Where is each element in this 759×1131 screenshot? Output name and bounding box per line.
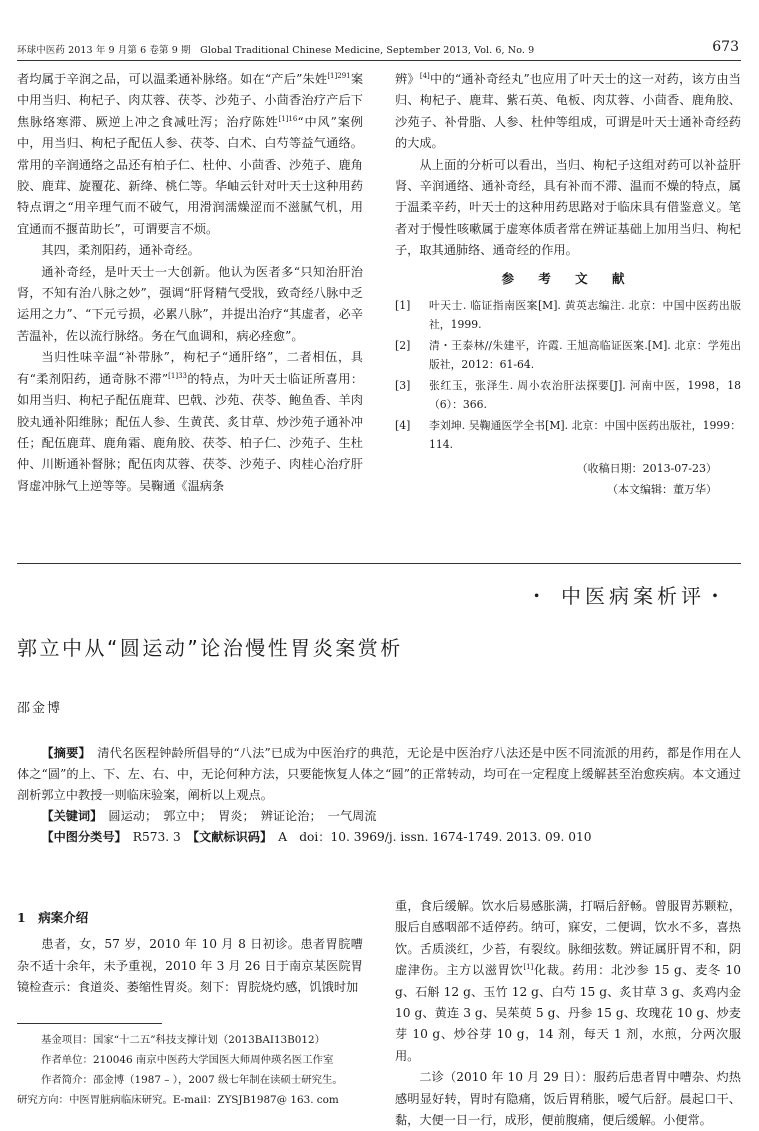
paragraph: 重，食后缓解。饮水后易感胀满，打嗝后舒畅。曾服胃苏颗粒，服后自感咽部不适停药。纳可，寐安，二便调，饮水不多，喜热饮。舌质淡红，少苔，有裂纹。脉细弦数。辨证属肝胃不和，阴虚津伤。主方以滋胃饮[1]化裁。药用：北沙参 15 g、麦冬 10 g、石斛 12 g、玉竹 12 g、白芍 15 g、炙甘草 3 g、炙鸡内金 10 g、黄连 3 g、吴茱萸 5 g、丹参 15 g、玫瑰花 10 g、炒麦芽 10 g、炒谷芽 10 g，14 剂，每天 1 剂，水煎，分两次服用。 [395,899,741,1063]
paragraph: 患者，女，57 岁，2010 年 10 月 8 日初诊。患者胃脘嘈杂不适十余年，未予重视，2010 年 3 月 26 日于南京某医院胃镜检查示：食道炎、萎缩性胃炎。刻下：胃脘烧灼感，饥饿时加 [17,937,363,995]
reference-number: [3] [395,379,411,393]
article-title: 郭立中从“圆运动”论治慢性胃炎案赏析 [17,636,403,660]
paragraph: 者均属于辛润之品，可以温柔通补脉络。如在“产后”朱姓$^{[1]291}$案中用当归、枸杞子、肉苁蓉、茯苓、沙苑子、小茴香治疗产后下焦脉络寒滞、厥逆上冲之食减吐泻；治疗陈姓$^{[1]16}$“中风”案例中，用当归、枸杞子配伍人参、茯苓、白术、白芍等益气通络。常用的辛润通络之品还有柏子仁、杜仲、小茴香、沙苑子、鹿角胶、鹿茸、旋覆花、新绛、桃仁等。华岫云针对叶天士这种用药特点谓之“用辛理气而不破气，用滑润濡燥涩而不滋腻气机，用宜通而不揠苗助长”，可谓要言不烦。 [17,71,364,236]
paragraph: 二诊（2010 年 10 月 29 日）：服药后患者胃中嘈杂、灼热感明显好转，胃时有隐痛，饭后胃稍胀，嗳气后舒。晨起口干、黏，大便一日一行，成形，便前腹痛，便后缓解。小便常。 [395,1070,741,1128]
keywords: 【关键词】 圆运动； 郭立中； 胃炎； 辨证论治； 一气周流 [41,809,377,823]
footnote-rule [17,1023,162,1024]
paragraph: 辨》[4]中的“通补奇经丸”也应用了叶天士的这一对药，该方由当归、枸杞子、鹿茸、紫石英、龟板、肉苁蓉、小茴香、鹿角胶、沙苑子、补骨脂、人参、杜仲等组成，可谓是叶天士通补奇经药的大成。 [395,71,741,151]
reference-text: 清・王泰林//朱建平，许霞. 王旭高临证医案.[M]. 北京：学苑出版社，2012：61-64. [429,339,741,371]
article-author: 邵金博 [17,701,63,716]
reference-text: 李刘坤. 吴鞠通医学全书[M]. 北京：中国中医药出版社，1999：114. [429,419,741,451]
reference-text: 张红玉，张泽生. 周小农治肝法探要[J]. 河南中医，1998，18（6）：366. [429,379,741,411]
abstract-block [17,743,741,848]
right-column-top [395,69,741,500]
footnote-fund: 基金项目：国家“十二五”科技支撑计划（2013BAI13B012） [41,1034,326,1046]
reference-list [395,297,741,454]
editor-line: （本文编辑：董万华） [607,483,717,497]
abstract: 【摘要】 清代名医程钟龄所倡导的“八法”已成为中医治疗的典范，无论是中医治疗八法还是中医不同流派的用药，都是作用在人体之“圆”的上、下、左、右、中，无论何种方法，只要能恢复人体之“圆”的正常转动，均可在一定程度上缓解甚至治愈疾病。本文通过剖析郭立中教授一则临床验案，阐析以上观点。 [17,746,742,802]
reference-item [395,337,741,374]
reference-number: [4] [395,419,411,433]
reference-number: [1] [395,299,411,313]
section-rule [17,563,741,564]
paragraph: 从上面的分析可以看出，当归、枸杞子这组对药可以补益肝肾、辛润通络、通补奇经，具有补而不滞、温而不燥的特点，属于温柔辛药，叶天士的这种用药思路对于临床具有借鉴意义。笔者对于慢性咳嗽属于虚寒体质者常在辨证基础上加用当归、枸杞子，取其通肺络、通奇经的作用。 [395,157,741,258]
paragraph: 当归性味辛温“补带脉”，枸杞子“通肝络”，二者相伍，具有“柔剂阳药，通奇脉不滞”$^{[1]33}$的特点，为叶天士临证所喜用：如用当归、枸杞子配伍鹿茸、巴戟、沙苑、茯苓、鲍鱼香、羊肉胶丸通补阳维脉；配伍人参、生黄芪、炙甘草、炒沙苑子通补冲任；配伍鹿茸、鹿角霜、鹿角胶、茯苓、柏子仁、沙苑子、生杜仲、川断通补督脉；配伍肉苁蓉、茯苓、沙苑子、肉桂心治疗肝肾虚冲脉气上逆等等。吴鞠通《温病条 [17,350,364,493]
left-column-top [17,69,363,497]
classification: 【中图分类号】 R573. 3 【文献标识码】 A doi：10. 3969/j. issn. 1674-1749. 2013. 09. 010 [41,830,592,844]
left-column-bottom [17,907,363,999]
footnote-research: 研究方向：中医胃脏病临床研究。E-mail：ZYSJB1987@ 163. com [17,1094,339,1106]
right-column-bottom [395,896,741,1131]
running-header: 环球中医药 2013 年 9 月第 6 卷第 9 期 Global Traditional Chinese Medicine, September 2013, Vol. 6, No. 9 [17,45,535,56]
paragraph: 通补奇经，是叶天士一大创新。他认为医者多“只知治肝治肾，不知有治八脉之妙”，强调“肝肾精气受戕，致奇经八脉中乏运用之力”、“下元亏损，必累八脉”，并提出治疗“其虚者，必辛苦温补，佐以流行脉络。务在气血调和，病必痊愈”。 [17,264,363,343]
reference-item [395,297,741,334]
reference-item [395,377,741,414]
section-label: ・ 中医病案析评・ [526,584,729,608]
header-rule [17,60,741,61]
reference-text: 叶天士. 临证指南医案[M]. 黄英志编注. 北京：中国中医药出版社，1999. [429,299,741,331]
footnote-bio: 作者简介：邵金博（1987 – ），2007 级七年制在读硕士研究生。 [41,1074,343,1086]
case-heading: 1 病案介绍 [17,910,89,925]
reference-item [395,417,741,454]
subheading: 其四，柔剂阳药，通补奇经。 [41,243,200,258]
footnote-unit: 作者单位：210046 南京中医药大学国医大师周仲瑛名医工作室 [41,1054,334,1066]
references-title: 参 考 文 献 [501,270,635,286]
page-number: 673 [712,39,739,55]
received-date: （收稿日期：2013-07-23） [576,462,717,476]
reference-number: [2] [395,339,411,353]
